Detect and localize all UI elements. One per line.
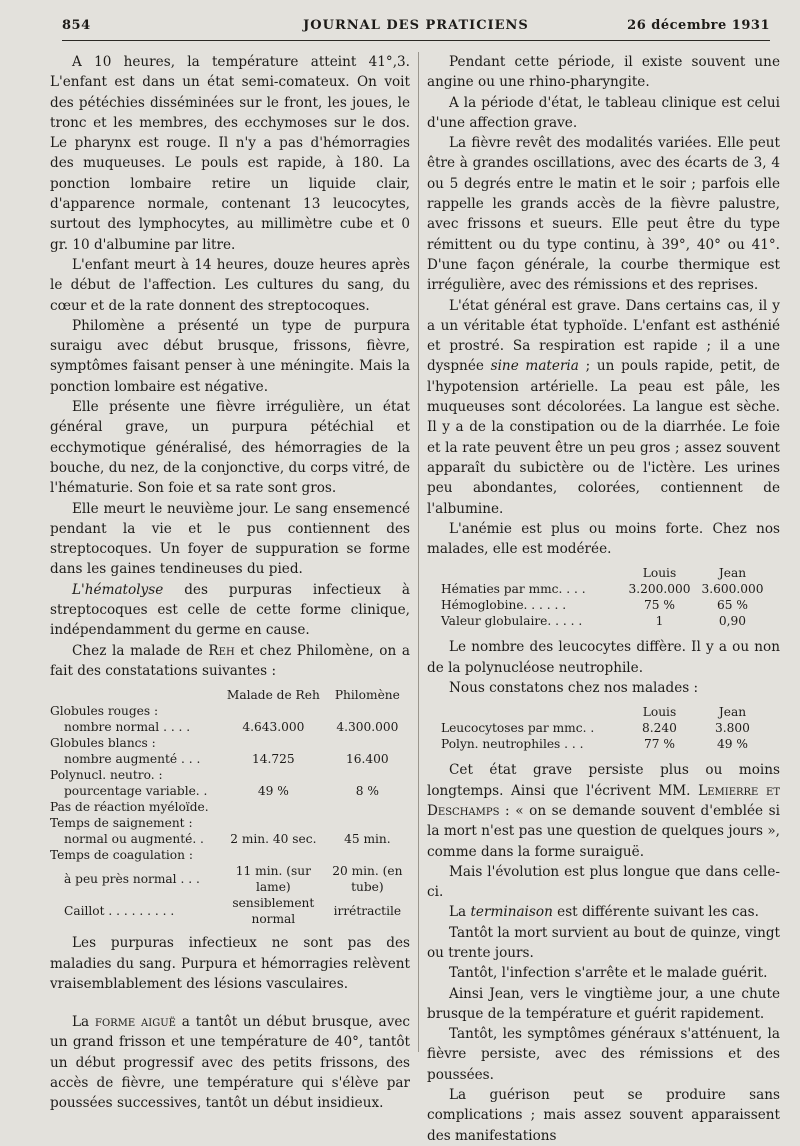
row-label: Polynucl. neutro. :	[50, 768, 163, 783]
cell-value: 45 min.	[344, 832, 391, 847]
cell-value: 2 min. 40 sec.	[230, 832, 317, 847]
cell-value: 65 %	[717, 598, 748, 613]
cell-value	[325, 799, 410, 815]
journal-title: JOURNAL DES PRATICIENS	[303, 18, 529, 33]
paragraph: Pendant cette période, il existe souvent une angine ou une rhino-pharyngite.	[427, 54, 780, 91]
table-row	[50, 783, 410, 799]
paragraph: Philomène a présenté un type de purpura suraigu avec début brusque, frissons, fièvre, symptômes faisant penser à une méningite. Mais la ponction lombaire est négative.	[50, 317, 410, 395]
page-header	[62, 14, 770, 41]
paragraph: Tantôt, les symptômes généraux s'atténuent, la fièvre persiste, avec des rémissions et des poussées.	[427, 1026, 780, 1083]
paragraph-text: des purpuras infectieux à streptocoques est celle de cette forme clinique, indépendamment du germe en cause.	[50, 581, 410, 639]
section-term: forme aiguë	[95, 1014, 176, 1031]
italic-term: L'hématolyse	[72, 581, 164, 598]
paragraph: Tantôt, l'infection s'arrête et le malade guérit.	[449, 965, 768, 982]
row-label: normal ou augmenté. .	[64, 832, 204, 847]
table-row	[50, 719, 410, 735]
right-column	[427, 52, 780, 1144]
left-column	[50, 52, 410, 1112]
paragraph: La guérison peut se produire sans complications ; mais assez souvent apparaissent des manifestations	[427, 1087, 780, 1144]
table-row	[50, 895, 410, 927]
cell-value	[222, 799, 325, 815]
table-header: Louis	[642, 566, 677, 581]
paragraph-text: Cet état grave persiste plus ou moins longtemps. Ainsi que l'écrivent MM.	[427, 762, 780, 799]
column-divider	[418, 52, 419, 1052]
paragraph: Ainsi Jean, vers le vingtième jour, a une chute brusque de la température et guérit rapidement.	[427, 985, 780, 1022]
table-header: Philomène	[334, 688, 400, 703]
table-row	[439, 736, 769, 752]
row-label: Polyn. neutrophiles . . .	[441, 737, 584, 752]
paragraph	[427, 902, 780, 922]
paragraph-text: ; un pouls rapide, petit, de l'hypotension artérielle. La peau est pâle, les muqueuses sont décolorées. La langue est sèche. Il y a de la constipation ou de la diarrhée. Le foie et la rate peuvent être un peu gros ; assez souvent apparaît du subictère ou de l'ictère. Les urines peu abondantes, colorées, contiennent de l'albumine.	[427, 358, 780, 517]
paragraph-text: est différente suivant les cas.	[552, 904, 759, 921]
author-name: Reh	[208, 642, 235, 659]
row-label: Valeur globulaire. . . . .	[441, 614, 583, 629]
paragraph: L'anémie est plus ou moins forte. Chez nos malades, elle est modérée.	[427, 520, 780, 558]
leucocyte-table	[439, 704, 769, 752]
table-header: Jean	[718, 705, 747, 720]
table-header: Jean	[718, 566, 747, 581]
row-label: Hémoglobine. . . . . .	[441, 598, 567, 613]
cell-value: 16.400	[346, 752, 389, 767]
cell-value: 14.725	[252, 752, 295, 767]
table-row	[50, 735, 410, 751]
paragraph: La fièvre revêt des modalités variées. Elle peut être à grandes oscillations, avec des écarts de 3, 4 ou 5 degrés entre le matin et le soir ; parfois elle rappelle les grands accès de la fièvre palustre, avec frissons et sueurs. Elle peut être du type rémittent ou du type continu, à 39°, 40° ou 41°. D'une façon générale, la courbe thermique est irrégulière, avec des rémissions et des reprises.	[427, 135, 780, 294]
row-label: Temps de coagulation :	[50, 848, 193, 863]
cell-value	[222, 847, 325, 863]
paragraph: Les purpuras infectieux ne sont pas des maladies du sang. Purpura et hémorragies relèvent vraisemblablement des lésions vasculaires.	[50, 935, 410, 992]
cell-value	[325, 815, 410, 831]
paragraph-text: Chez la malade de	[72, 642, 209, 659]
cell-value: 1	[655, 614, 664, 629]
paragraph	[427, 296, 780, 519]
paragraph: Elle présente une fièvre irrégulière, un état général grave, un purpura pétéchial et ecchymotique généralisé, des hémorragies de la bouche, du nez, de la conjonctive, du corps vitré, de l'hématurie. Son foie et sa rate sont gros.	[50, 399, 410, 497]
issue-date: 26 décembre 1931	[627, 18, 770, 33]
table-row	[50, 847, 410, 863]
table-row	[439, 581, 769, 597]
cell-value: 3.600.000	[701, 582, 764, 597]
cell-value: 49 %	[257, 784, 289, 799]
cell-value: 4.300.000	[336, 720, 399, 735]
cell-value: 75 %	[644, 598, 675, 613]
paragraph: L'enfant meurt à 14 heures, douze heures après le début de l'affection. Les cultures du sang, du cœur et de la rate donnent des streptocoques.	[50, 256, 410, 314]
paragraph-text: a tantôt un début brusque, avec un grand frisson et une température de 40°, tantôt un début progressif avec des petits frissons, des accès de fièvre, une température qui s'élève par poussées successives, tantôt un début insidieux.	[50, 1014, 410, 1112]
paragraph: A 10 heures, la température atteint 41°,3. L'enfant est dans un état semi-comateux. On voit des pétéchies disséminées sur le front, les joues, le tronc et les membres, des ecchymoses sur le dos. Le pharynx est rouge. Il n'y a pas d'hémorragies des muqueuses. Le pouls est rapide, à 180. La ponction lombaire retire un liquide clair, d'apparence normale, contenant 13 leucocytes, surtout des lymphocytes, au millimètre cube et 0 gr. 10 d'albumine par litre.	[50, 54, 410, 253]
italic-term: sine materia	[490, 358, 579, 375]
paragraph	[50, 641, 410, 682]
paragraph-text: L'état général est grave. Dans certains cas, il y a un véritable état typhoïde. L'enfant est asthénié et prostré. Sa respiration est rapide ; il a une dyspnée	[427, 297, 780, 375]
page-number: 854	[62, 18, 91, 33]
anemia-table	[439, 565, 769, 629]
row-label: nombre normal . . . .	[64, 720, 191, 735]
row-label: Globules blancs :	[50, 736, 156, 751]
paragraph: Elle meurt le neuvième jour. Le sang ensemencé pendant la vie et le pus contiennent des streptocoques. Un foyer de suppuration se forme dans les gaines tendineuses du pied.	[50, 500, 410, 578]
cell-value: 77 %	[644, 737, 675, 752]
row-label: Temps de saignement :	[50, 816, 193, 831]
paragraph: Le nombre des leucocytes diffère. Il y a ou non de la polynucléose neutrophile.	[427, 639, 780, 676]
row-label: pourcentage variable. .	[64, 784, 208, 799]
paragraph: A la période d'état, le tableau clinique est celui d'une affection grave.	[427, 94, 780, 131]
cell-value: 8.240	[642, 721, 677, 736]
table-row	[50, 751, 410, 767]
cell-value: 8 %	[355, 784, 379, 799]
cell-value	[325, 703, 410, 719]
row-label: Globules rouges :	[50, 704, 159, 719]
cell-value	[325, 847, 410, 863]
paragraph-text: La	[72, 1014, 95, 1031]
cell-value	[222, 703, 325, 719]
blood-table	[50, 687, 410, 927]
paragraph: Nous constatons chez nos malades :	[449, 680, 699, 697]
cell-value: irrétractile	[333, 904, 402, 919]
cell-value: 11 min. (sur lame)	[235, 864, 311, 895]
table-row	[50, 703, 410, 719]
paragraph-text: et chez Philomène, on a fait des constatations suivantes :	[50, 642, 410, 679]
paragraph	[50, 580, 410, 641]
cell-value: sensiblement normal	[232, 896, 315, 927]
cell-value	[222, 735, 325, 751]
table-row	[50, 767, 410, 783]
table-row	[50, 815, 410, 831]
table-header: Malade de Reh	[226, 688, 320, 703]
author-name: Lemierre et Deschamps	[427, 782, 780, 819]
table-header: Louis	[642, 705, 677, 720]
row-label: Hématies par mmc. . . .	[441, 582, 586, 597]
cell-value	[325, 767, 410, 783]
table-row	[439, 720, 769, 736]
cell-value: 3.800	[715, 721, 750, 736]
paragraph-text: : « on se demande souvent d'emblée si la mort n'est pas une question de quelques jours », comme dans la forme suraiguë.	[427, 802, 780, 860]
row-label: à peu près normal . . .	[64, 872, 200, 887]
table-row	[439, 613, 769, 629]
paragraph	[427, 760, 780, 861]
row-label: Pas de réaction myéloïde.	[50, 800, 209, 815]
cell-value	[325, 735, 410, 751]
paragraph: Tantôt la mort survient au bout de quinze, vingt ou trente jours.	[427, 924, 780, 961]
cell-value: 20 min. (en tube)	[332, 864, 403, 895]
paragraph	[50, 1012, 410, 1113]
row-label: Leucocytoses par mmc. .	[441, 721, 595, 736]
cell-value: 0,90	[718, 614, 747, 629]
paragraph: Mais l'évolution est plus longue que dans celle-ci.	[427, 863, 780, 901]
table-row	[439, 597, 769, 613]
italic-term: terminaison	[470, 904, 553, 921]
table-row	[50, 831, 410, 847]
table-row	[50, 863, 410, 895]
cell-value	[222, 767, 325, 783]
table-row	[50, 799, 410, 815]
cell-value: 3.200.000	[628, 582, 691, 597]
row-label: nombre augmenté . . .	[64, 752, 201, 767]
cell-value: 49 %	[717, 737, 748, 752]
paragraph-text: La	[449, 904, 471, 921]
cell-value	[222, 815, 325, 831]
cell-value: 4.643.000	[242, 720, 305, 735]
row-label: Caillot . . . . . . . . .	[64, 904, 175, 919]
